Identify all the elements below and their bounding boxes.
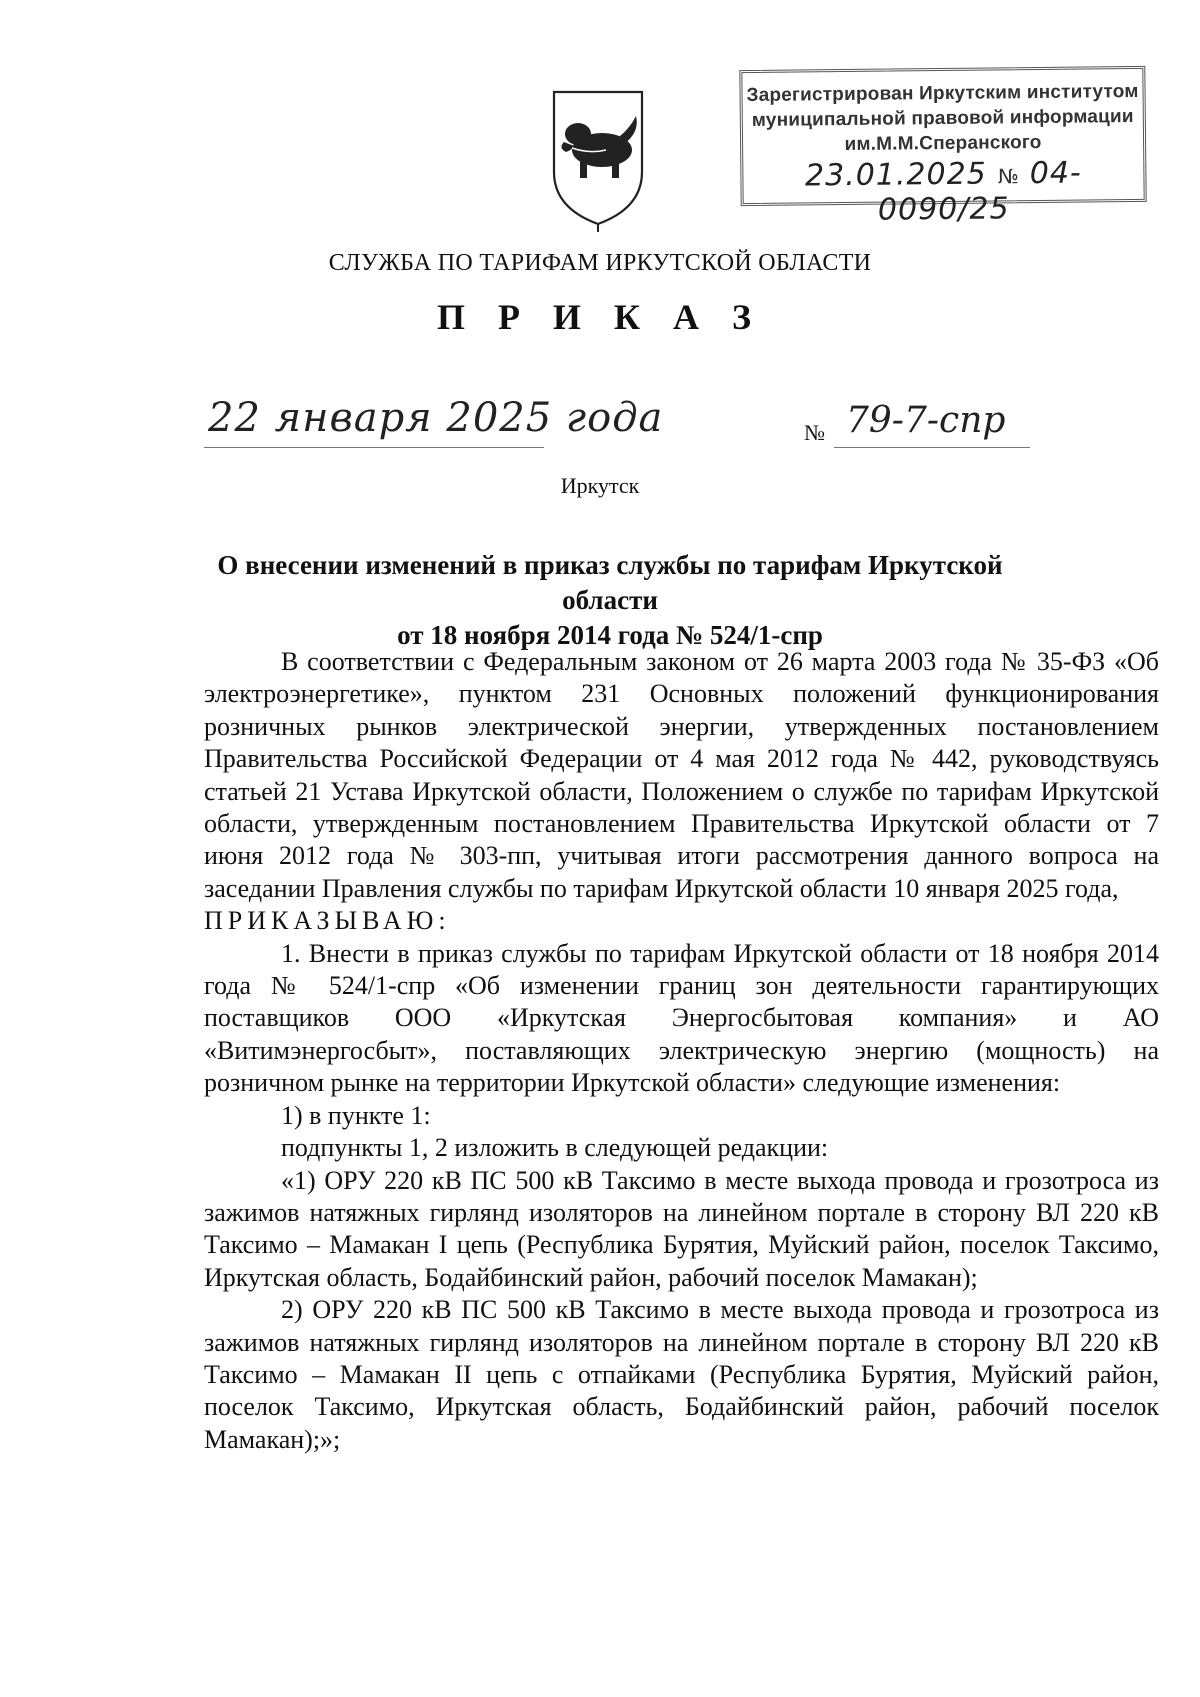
subject-line-2: от 18 ноября 2014 года № 524/1-спр xyxy=(397,620,823,650)
document-title: П Р И К А З xyxy=(436,297,764,337)
order-number-label: № xyxy=(804,420,825,445)
coat-of-arms-icon xyxy=(550,88,646,234)
registration-stamp xyxy=(739,66,1146,228)
item-1-paragraph: 1. Внести в приказ службы по тарифам Иркутской области от 18 ноября 2014 года № 524/1-спр «Об изменении границ зон деятельности гарантирующих поставщиков ООО «Иркутская Энергосбытовая компания» и АО «Витимэнергосбыт», поставляющих электрическую энергию (мощность) на розничном рынке на территории Иркутской области» следующие изменения: xyxy=(204,938,1159,1098)
number-underline xyxy=(834,447,1030,448)
preamble-paragraph: В соответствии с Федеральным законом от 26 марта 2003 года № 35-ФЗ «Об электроэнергетике», пунктом 231 Основных положений функционирования розничных рынков электрической энергии, утвержденных постановлением Правительства Российской Федерации от 4 мая 2012 года № 442, руководствуясь статьей 21 Устава Иркутской области, Положением о службе по тарифам Иркутской области, утвержденным постановлением Правительства Иркутской области от 7 июня 2012 года № 303-пп, учитывая итоги рассмотрения данного вопроса на заседании Правления службы по тарифам Иркутской области 10 января 2025 года, xyxy=(204,647,1159,903)
city-name: Иркутск xyxy=(560,473,640,498)
stamp-reg-date: 23.01.2025 xyxy=(804,156,987,194)
order-word: ПРИКАЗЫВАЮ: xyxy=(204,906,451,936)
stamp-reg-number: 04-0090/25 xyxy=(877,155,1082,228)
date-underline xyxy=(204,447,544,448)
clause-1-paragraph: «1) ОРУ 220 кВ ПС 500 кВ Таксимо в месте выхода провода и грозотроса из зажимов натяжных гирлянд изоляторов на линейном портале в сторону ВЛ 220 кВ Таксимо – Мамакан I цепь (Республика Бурятия, Муйский район, поселок Таксимо, Иркутская область, Бодайбинский район, рабочий поселок Мамакан); xyxy=(204,1165,1159,1292)
stamp-registration xyxy=(743,155,1143,228)
order-date: 22 января 2025 года xyxy=(208,395,664,441)
order-number: 79-7-спр xyxy=(846,400,1006,441)
document-subject xyxy=(180,548,1040,653)
stamp-line-1: Зарегистрирован Иркутским институтом xyxy=(746,80,1139,107)
document-body xyxy=(204,646,1159,1456)
agency-name: СЛУЖБА ПО ТАРИФАМ ИРКУТСКОЙ ОБЛАСТИ xyxy=(328,250,872,276)
clause-2-paragraph: 2) ОРУ 220 кВ ПС 500 кВ Таксимо в месте выхода провода и грозотроса из зажимов натяжных гирлянд изоляторов на линейном портале в сторону ВЛ 220 кВ Таксимо – Мамакан II цепь с отпайками (Республика Бурятия, Муйский район, поселок Таксимо, Иркутская область, Бодайбинский район, рабочий поселок Мамакан);»; xyxy=(204,1295,1159,1454)
stamp-number-label: № xyxy=(997,164,1019,189)
stamp-line-3: им.М.М.Сперанского xyxy=(844,131,1042,156)
subject-line-1: О внесении изменений в приказ службы по тарифам Иркутской области xyxy=(217,550,1003,615)
subitem-text: подпункты 1, 2 изложить в следующей редакции: xyxy=(281,1133,829,1163)
subitem-heading: 1) в пункте 1: xyxy=(281,1100,431,1130)
stamp-line-2: муниципальной правовой информации xyxy=(751,106,1134,131)
